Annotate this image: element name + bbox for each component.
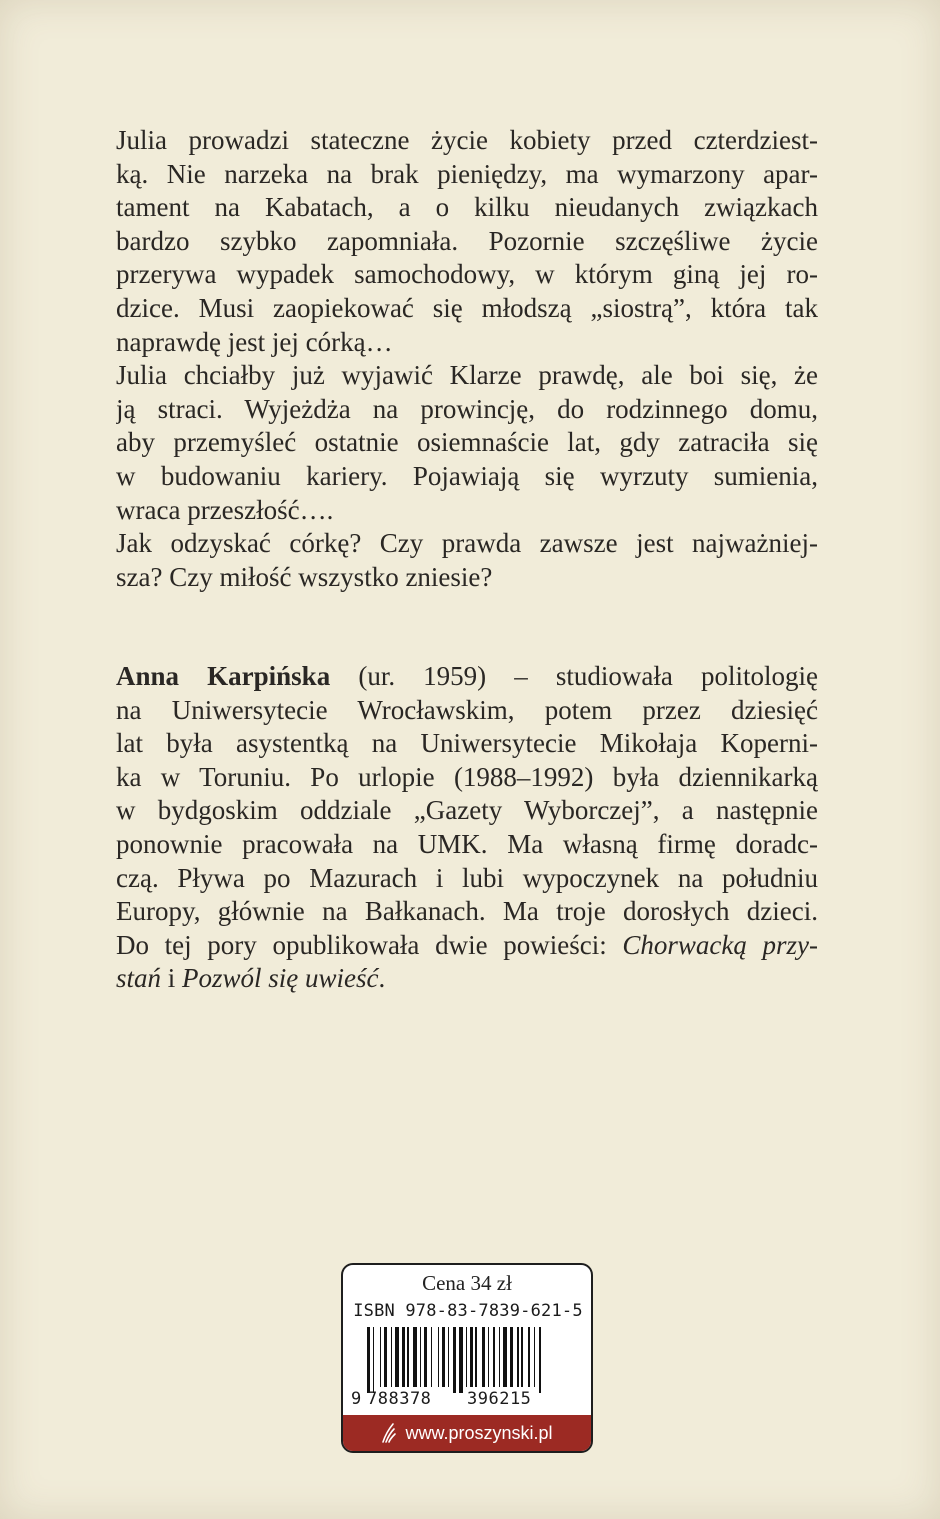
blurb-line: ką. Nie narzeka na brak pieniędzy, ma wymarzony apar- bbox=[116, 158, 818, 189]
barcode-bar bbox=[420, 1327, 421, 1387]
bio-line: czą. Pływa po Mazurach i lubi wypoczynek na południu bbox=[116, 862, 818, 893]
author-bio bbox=[116, 660, 818, 996]
barcode-bar bbox=[407, 1327, 408, 1387]
blurb-line: aby przemyśleć ostatnie osiemnaście lat, gdy zatraciła się bbox=[116, 427, 818, 458]
barcode-bar bbox=[431, 1327, 432, 1387]
blurb-line: ją straci. Wyjeżdża na prowincję, do rodzinnego domu, bbox=[116, 393, 818, 424]
blurb-line: Julia chciałby już wyjawić Klarze prawdę, ale boi się, że bbox=[116, 360, 818, 391]
blurb-line: tament na Kabatach, a o kilku nieudanych związkach bbox=[116, 192, 818, 223]
bio-text: Do tej pory opublikowała dwie powieści: bbox=[116, 929, 623, 960]
barcode-bar bbox=[424, 1327, 427, 1387]
price-isbn-label bbox=[341, 1263, 593, 1453]
blurb-line: w budowaniu kariery. Pojawiają się wyrzuty sumienia, bbox=[116, 460, 818, 491]
barcode-bar bbox=[528, 1327, 529, 1387]
blurb-line: wraca przeszłość…. bbox=[116, 494, 334, 525]
bio-line bbox=[116, 929, 818, 963]
isbn-text: ISBN 978-83-7839-621-5 bbox=[353, 1301, 583, 1321]
barcode-bar bbox=[482, 1327, 485, 1387]
bio-line bbox=[116, 660, 818, 694]
author-name: Anna Karpińska bbox=[116, 661, 331, 691]
publisher-footer bbox=[343, 1415, 591, 1451]
barcode-bar bbox=[413, 1327, 417, 1387]
blurb-line: naprawdę jest jej córką… bbox=[116, 326, 393, 357]
bio-line: Europy, głównie na Bałkanach. Ma troje dorosłych dzieci. bbox=[116, 896, 818, 927]
barcode-bar bbox=[493, 1327, 494, 1387]
bio-text: . bbox=[378, 963, 386, 994]
blurb-paragraph bbox=[116, 124, 818, 594]
barcode-bar bbox=[395, 1327, 399, 1387]
bio-line bbox=[116, 962, 818, 996]
book-title: stań bbox=[116, 963, 162, 994]
price-text: Cena 34 zł bbox=[422, 1271, 512, 1295]
barcode-bar bbox=[499, 1327, 500, 1387]
barcode-bar bbox=[391, 1327, 392, 1387]
barcode-bar bbox=[442, 1327, 445, 1387]
barcode-bar bbox=[380, 1327, 381, 1387]
blurb-line: bardzo szybko zapomniała. Pozornie szczęśliwe życie bbox=[116, 225, 818, 256]
bio-line: lat była asystentką na Uniwersytecie Mikołaja Koperni- bbox=[116, 728, 818, 759]
barcode bbox=[367, 1327, 581, 1393]
bio-line: na Uniwersytecie Wrocławskim, potem przez dziesięć bbox=[116, 694, 818, 725]
book-title: Pozwól się uwieść bbox=[182, 963, 379, 994]
barcode-bar bbox=[503, 1327, 507, 1387]
barcode-bar bbox=[488, 1327, 489, 1387]
bio-line: w bydgoskim oddziale „Gazety Wyborczej”, a następnie bbox=[116, 795, 818, 826]
barcode-group: 396215 bbox=[467, 1389, 532, 1409]
bio-text: i bbox=[161, 963, 183, 994]
barcode-bar bbox=[470, 1327, 473, 1387]
barcode-bar bbox=[453, 1327, 456, 1393]
blurb-line: dzice. Musi zaopiekować się młodszą „siostrą”, która tak bbox=[116, 292, 818, 323]
barcode-first-digit: 9 bbox=[351, 1389, 362, 1409]
blurb-line: Julia prowadzi stateczne życie kobiety przed czterdziest- bbox=[116, 125, 818, 155]
barcode-bar bbox=[448, 1327, 449, 1387]
barcode-bar bbox=[475, 1327, 476, 1387]
barcode-bar bbox=[466, 1327, 467, 1387]
barcode-group: 788378 bbox=[367, 1389, 432, 1409]
bio-line: ponownie pracowała na UMK. Ma własną firmę doradc- bbox=[116, 828, 818, 859]
barcode-digits bbox=[351, 1389, 585, 1409]
bio-line: ka w Toruniu. Po urlopie (1988–1992) była dziennikarką bbox=[116, 761, 818, 792]
barcode-bar bbox=[384, 1327, 387, 1387]
barcode-bar bbox=[402, 1327, 405, 1387]
barcode-bar bbox=[367, 1327, 370, 1393]
barcode-bar bbox=[373, 1327, 374, 1393]
bio-text: (ur. 1959) – studiowała politologię bbox=[330, 661, 818, 691]
publisher-logo-icon bbox=[381, 1422, 397, 1444]
barcode-bar bbox=[459, 1327, 463, 1393]
barcode-bar bbox=[438, 1327, 439, 1387]
barcode-bar bbox=[539, 1327, 540, 1393]
blurb-line: przerywa wypadek samochodowy, w którym giną jej ro- bbox=[116, 259, 818, 290]
website-link[interactable]: www.proszynski.pl bbox=[405, 1422, 553, 1443]
barcode-bar bbox=[534, 1327, 535, 1387]
blurb-line: Jak odzyskać córkę? Czy prawda zawsze jest najważniej- bbox=[116, 528, 818, 559]
blurb-line: sza? Czy miłość wszystko zniesie? bbox=[116, 561, 493, 592]
barcode-bar bbox=[517, 1327, 518, 1387]
barcode-bar bbox=[510, 1327, 513, 1387]
barcode-bar bbox=[521, 1327, 522, 1387]
book-title: Chorwacką przy- bbox=[622, 929, 818, 960]
